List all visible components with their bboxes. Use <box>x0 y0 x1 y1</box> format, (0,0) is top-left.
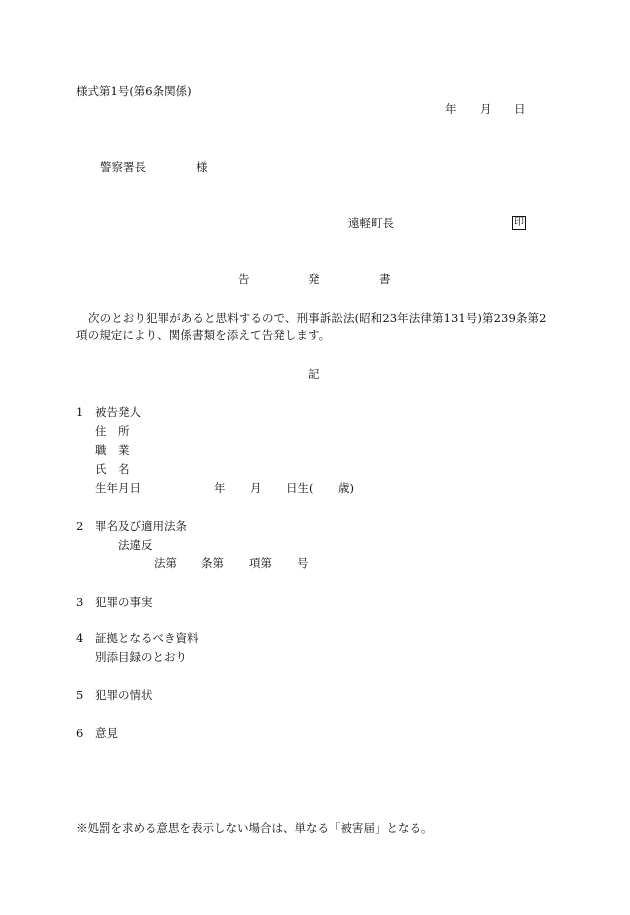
law-number-label: 法第 <box>154 556 177 570</box>
date-month: 月 <box>480 102 492 116</box>
ki-heading: 記 <box>308 367 320 381</box>
section-number: 2 <box>76 519 84 533</box>
section-heading: 罪名及び適用法条 <box>95 519 187 533</box>
section-number: 5 <box>76 688 84 702</box>
occupation-label: 職 業 <box>95 443 130 457</box>
body-line-1: 次のとおり犯罪があると思料するので、刑事訴訟法(昭和23年法律第131号)第239条第2 <box>88 311 547 325</box>
title-char-2: 発 <box>308 272 320 286</box>
address-label: 住 所 <box>95 424 130 438</box>
section-heading: 証拠となるべき資料 <box>95 631 199 645</box>
section-number: 3 <box>76 595 84 609</box>
section-heading: 意見 <box>95 726 118 740</box>
section-number: 4 <box>76 631 84 645</box>
date-year: 年 <box>445 102 457 116</box>
section-number: 6 <box>76 726 84 740</box>
birthdate-label: 生年月日 <box>95 481 141 495</box>
birth-year-label: 年 <box>214 481 226 495</box>
birth-month-label: 月 <box>250 481 262 495</box>
violation-label: 法違反 <box>118 538 153 552</box>
seal-mark: 印 <box>514 217 524 228</box>
body-line-2: 項の規定により、関係書類を添えて告発します。 <box>76 328 331 342</box>
footnote: ※処罰を求める意思を表示しない場合は、単なる「被害届」となる。 <box>76 821 433 835</box>
item-label: 号 <box>297 556 309 570</box>
section-heading: 犯罪の情状 <box>95 688 153 702</box>
paragraph-label: 項第 <box>249 556 272 570</box>
title-char-1: 告 <box>238 272 250 286</box>
age-label: 歳) <box>338 481 354 495</box>
form-label: 様式第1号(第6条関係) <box>76 84 192 98</box>
article-label: 条第 <box>201 556 224 570</box>
evidence-detail: 別添目録のとおり <box>95 650 187 664</box>
date-day: 日 <box>514 102 526 116</box>
addressee-name: 警察署長 <box>100 160 146 174</box>
section-number: 1 <box>76 405 84 419</box>
name-label: 氏 名 <box>95 462 130 476</box>
addressee-honorific: 様 <box>196 160 208 174</box>
birth-day-label: 日生( <box>286 481 314 495</box>
title-char-3: 書 <box>379 272 391 286</box>
section-heading: 犯罪の事実 <box>95 595 153 609</box>
section-heading: 被告発人 <box>95 405 141 419</box>
sender-name: 遠軽町長 <box>348 216 394 230</box>
